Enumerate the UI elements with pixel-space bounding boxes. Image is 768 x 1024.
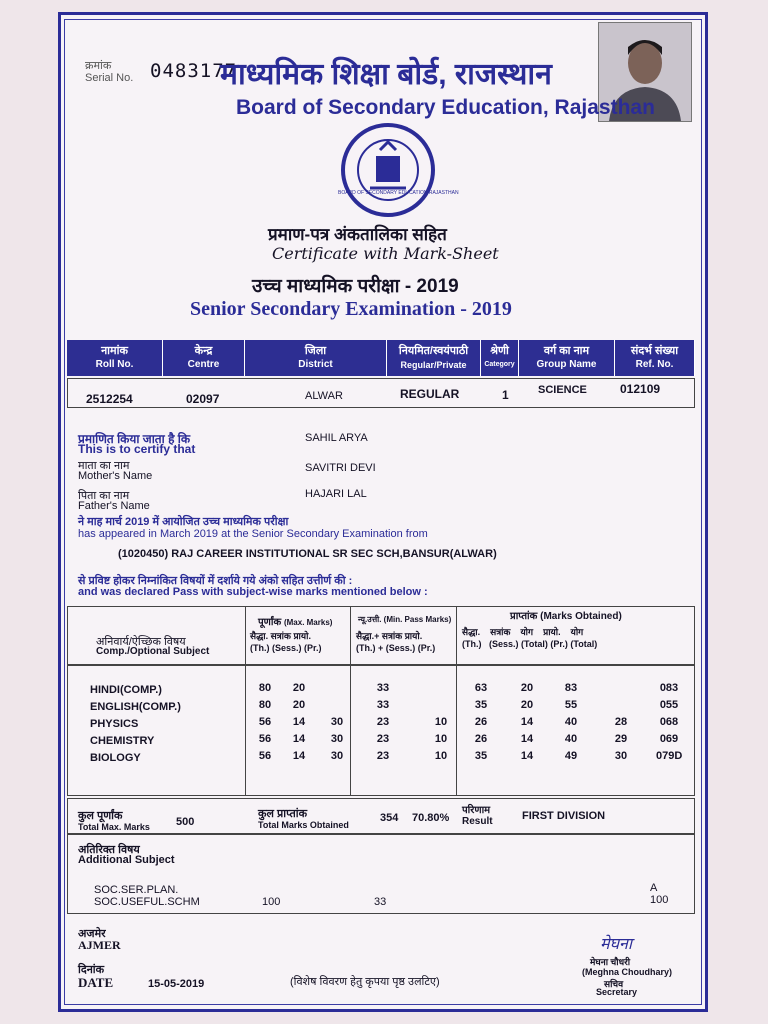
date-label-hi: दिनांक [78, 964, 105, 976]
appeared-hi: ने माह मार्च 2019 में आयोजित उच्च माध्यमिक परीक्षा [78, 516, 289, 528]
father-label-en: Father's Name [78, 500, 150, 512]
mark-cell-max_pr: 30 [330, 750, 344, 762]
obtained-subheaders: सैद्धा. सत्रांक योग प्रायो. योग (Th.) (Sess.) (Total) (Pr.) (Total) [462, 627, 598, 649]
certify-hi: प्रमाणित किया जाता है कि [78, 432, 191, 446]
result-label-hi: परिणाम [462, 805, 491, 816]
subject-name: PHYSICS [90, 718, 139, 730]
mark-cell-max_th: 80 [258, 699, 272, 711]
serial-number: 0483177 [150, 60, 238, 82]
min-subheaders: सैद्धा.+ सत्रांक प्रायो. (Th.) + (Sess.) (Pr.) [356, 631, 436, 653]
secretary-signature: मेघना [600, 936, 633, 953]
mark-cell-min_ts: 33 [376, 682, 390, 694]
mark-cell-max_sess: 14 [292, 750, 306, 762]
centre-code: 02097 [186, 392, 220, 406]
mark-cell-max_pr: 30 [330, 716, 344, 728]
mark-cell-max_pr: 30 [330, 733, 344, 745]
result-value: FIRST DIVISION [522, 810, 606, 822]
mark-cell-sess: 20 [520, 699, 534, 711]
ref-value: 012109 [620, 382, 661, 396]
mark-cell-min_pr: 10 [434, 716, 448, 728]
subject-header-hi: अनिवार्य/ऐच्छिक विषय [96, 636, 186, 648]
header-ref: संदर्भ संख्या Ref. No. [615, 340, 695, 376]
subject-name: BIOLOGY [90, 752, 141, 764]
mark-cell-total: 055 [659, 699, 679, 711]
mark-cell-max_sess: 20 [292, 699, 306, 711]
subject-name: ENGLISH(COMP.) [90, 701, 181, 713]
mark-cell-pr: 28 [614, 716, 628, 728]
appeared-en: has appeared in March 2019 at the Senior Secondary Examination from [78, 528, 428, 540]
total-obt-hi: कुल प्राप्तांक [258, 808, 308, 820]
total-obt-value: 354 [380, 812, 399, 824]
additional-en: Additional Subject [78, 854, 175, 866]
additional-subject-name: SOC.USEFUL.SCHM [94, 896, 200, 908]
mark-cell-min_pr: 10 [434, 750, 448, 762]
min-header: न्यू.उत्ती. (Min. Pass Marks) [358, 615, 452, 624]
mark-cell-th: 26 [474, 733, 488, 745]
declared-en: and was declared Pass with subject-wise marks mentioned below : [78, 586, 428, 598]
mark-cell-max_sess: 14 [292, 716, 306, 728]
mark-cell-max_sess: 20 [292, 682, 306, 694]
mark-cell-th: 63 [474, 682, 488, 694]
mark-cell-sub: 55 [564, 699, 578, 711]
header-category: श्रेणी Category [481, 340, 519, 376]
mark-cell-max_sess: 14 [292, 733, 306, 745]
max-header: पूर्णांक (Max. Marks) [258, 617, 333, 628]
mother-name: SAVITRI DEVI [305, 462, 376, 474]
group-value: SCIENCE [538, 384, 587, 396]
student-name: SAHIL ARYA [305, 432, 368, 444]
category-value: 1 [502, 388, 509, 402]
declared-hi: से प्रविष्ट होकर निम्नांकित विषयों में दर्शाये गये अंको सहित उत्तीर्ण की : [78, 575, 353, 587]
seal-text: BOARD OF SECONDARY EDUCATION RAJASTHAN [338, 190, 459, 196]
mark-cell-th: 26 [474, 716, 488, 728]
mark-cell-sess: 14 [520, 733, 534, 745]
mark-cell-sub: 40 [564, 716, 578, 728]
date-label-en: DATE [78, 975, 114, 990]
board-name-hi: माध्यमिक शिक्षा बोर्ड, राजस्थान [220, 58, 552, 91]
total-max-value: 500 [176, 816, 195, 828]
mark-cell-th: 35 [474, 750, 488, 762]
mother-label-hi: माता का नाम [78, 460, 130, 472]
regular-value: REGULAR [400, 387, 460, 401]
mark-cell-sub: 49 [564, 750, 578, 762]
mother-label-en: Mother's Name [78, 470, 153, 482]
certify-en: This is to certify that [78, 442, 196, 456]
additional-min: 33 [374, 896, 387, 908]
total-max-hi: कुल पूर्णांक [78, 810, 123, 822]
exam-title-hi: उच्च माध्यमिक परीक्षा - 2019 [252, 276, 459, 297]
father-label-hi: पिता का नाम [78, 490, 130, 502]
mark-cell-max_th: 56 [258, 750, 272, 762]
mark-cell-sub: 40 [564, 733, 578, 745]
mark-cell-sess: 20 [520, 682, 534, 694]
board-name-en: Board of Secondary Education, Rajasthan [236, 96, 655, 119]
exam-title-en: Senior Secondary Examination - 2019 [190, 298, 512, 320]
certificate-title-en: Certificate with Mark-Sheet [272, 244, 499, 263]
secretary-name-en: (Meghna Choudhary) [582, 967, 672, 977]
mark-cell-total: 083 [659, 682, 679, 694]
total-obt-en: Total Marks Obtained [258, 820, 349, 830]
percentage: 70.80% [412, 812, 450, 824]
mark-cell-sub: 83 [564, 682, 578, 694]
total-max-en: Total Max. Marks [78, 822, 150, 832]
header-group: वर्ग का नाम Group Name [519, 340, 615, 376]
mark-cell-min_ts: 33 [376, 699, 390, 711]
mark-cell-max_th: 56 [258, 733, 272, 745]
mark-cell-max_th: 80 [258, 682, 272, 694]
mark-cell-total: 069 [659, 733, 679, 745]
info-row [67, 378, 695, 408]
mark-cell-min_pr: 10 [434, 733, 448, 745]
mark-cell-total: 079D [656, 750, 683, 762]
subject-name: HINDI(COMP.) [90, 684, 162, 696]
subject-name: CHEMISTRY [90, 735, 155, 747]
mark-cell-sess: 14 [520, 750, 534, 762]
reverse-note: (विशेष विवरण हेतु कृपया पृष्ठ उलटिए) [290, 976, 440, 988]
mark-cell-min_ts: 23 [376, 733, 390, 745]
father-name: HAJARI LAL [305, 488, 367, 500]
additional-hi: अतिरिक्त विषय [78, 844, 140, 856]
header-divider [67, 664, 695, 666]
mark-cell-th: 35 [474, 699, 488, 711]
header-regular-private: नियमित/स्वयंपाठी Regular/Private [387, 340, 481, 376]
place-en: AJMER [78, 938, 121, 952]
board-seal-logo [340, 122, 436, 223]
mark-cell-max_th: 56 [258, 716, 272, 728]
mark-cell-total: 068 [659, 716, 679, 728]
additional-max: 100 [262, 896, 281, 908]
additional-subject-name: SOC.SER.PLAN. [94, 884, 179, 896]
max-subheaders: सैद्धा. सत्रांक प्रायो. (Th.) (Sess.) (Pr.) [250, 631, 322, 653]
serial-label-en: Serial No. [85, 72, 134, 84]
certificate-title-hi: प्रमाण-पत्र अंकतालिका सहित [268, 225, 447, 244]
additional-grade: 100 [650, 894, 669, 906]
mark-cell-min_ts: 23 [376, 750, 390, 762]
roll-number: 2512254 [86, 392, 133, 406]
result-label-en: Result [462, 816, 493, 827]
subject-header-en: Comp./Optional Subject [96, 646, 210, 657]
secretary-role-en: Secretary [596, 987, 638, 997]
mark-cell-sess: 14 [520, 716, 534, 728]
secretary-role-hi: सचिव [604, 979, 624, 989]
header-roll: नामांक Roll No. [67, 340, 163, 376]
mark-cell-min_ts: 23 [376, 716, 390, 728]
header-district: जिला District [245, 340, 387, 376]
district-value: ALWAR [305, 390, 343, 402]
additional-grade: A [650, 882, 658, 894]
mark-cell-pr: 30 [614, 750, 628, 762]
school-name: (1020450) RAJ CAREER INSTITUTIONAL SR SEC SCH,BANSUR(ALWAR) [118, 548, 497, 560]
mark-cell-pr: 29 [614, 733, 628, 745]
serial-label-hi: क्रमांक [85, 60, 112, 72]
place-hi: अजमेर [78, 928, 106, 940]
secretary-name-hi: मेघना चौधरी [590, 957, 631, 967]
obtained-header: प्राप्तांक (Marks Obtained) [510, 611, 622, 622]
issue-date: 15-05-2019 [148, 978, 205, 990]
header-centre: केन्द्र Centre [163, 340, 245, 376]
